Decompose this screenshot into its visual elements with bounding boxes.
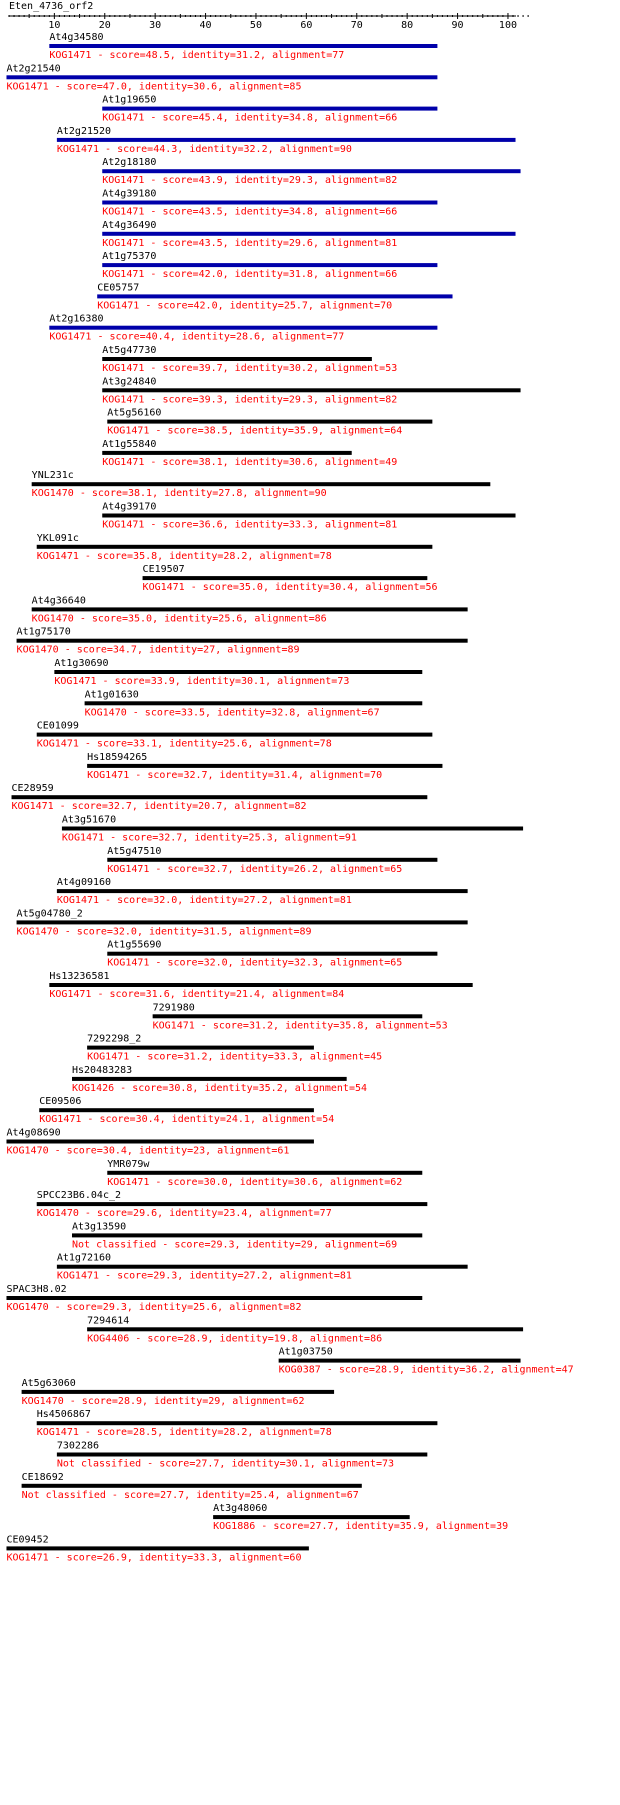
hit-annotation: KOG1471 - score=42.0, identity=31.8, alignment=66 [102, 269, 398, 281]
hit-annotation: KOG1471 - score=43.5, identity=29.6, alignment=81 [102, 237, 398, 249]
hit-name: YKL091c [36, 532, 79, 544]
hit-name: At1g19650 [102, 94, 157, 106]
axis-tick-label: 90 [451, 20, 464, 31]
hit-row [279, 1347, 574, 1376]
figure-title: Eten_4736_orf2 [9, 1, 94, 12]
hit-name: 7291980 [152, 1002, 195, 1014]
hit-annotation: KOG1471 - score=39.3, identity=29.3, alignment=82 [102, 394, 398, 406]
hit-bar [102, 451, 351, 455]
hit-annotation: KOG1471 - score=44.3, identity=32.2, alignment=90 [56, 143, 352, 155]
hit-bar [85, 701, 423, 705]
hit-bar [22, 1390, 334, 1394]
hit-bar [102, 388, 520, 392]
hit-bar [102, 201, 437, 205]
hit-row [107, 408, 432, 437]
hit-annotation: Not classified - score=29.3, identity=29, alignment=69 [72, 1239, 398, 1251]
hit-bar [143, 576, 428, 580]
hit-annotation: KOG1471 - score=29.3, identity=27.2, alignment=81 [56, 1270, 352, 1282]
hit-row [107, 846, 437, 875]
hit-annotation: KOG1471 - score=32.7, identity=20.7, alignment=82 [11, 801, 307, 813]
hit-row [37, 1409, 438, 1438]
hit-name: At4g36490 [102, 219, 157, 231]
hit-bar [279, 1359, 521, 1363]
hit-annotation: KOG1470 - score=33.5, identity=32.8, alignment=67 [84, 707, 380, 719]
hit-row [57, 1441, 427, 1470]
hit-bar [37, 733, 433, 737]
hit-bar [6, 75, 437, 79]
axis-tick-label: 40 [199, 20, 212, 31]
hit-row [17, 627, 468, 656]
hit-bar [37, 1421, 438, 1425]
hit-bar [6, 1140, 313, 1144]
hit-annotation: KOG1470 - score=30.4, identity=23, alignment=61 [6, 1145, 290, 1157]
hit-bar [6, 1546, 308, 1550]
hit-annotation: KOG1470 - score=32.0, identity=31.5, alignment=89 [16, 926, 312, 938]
hit-row [143, 564, 438, 593]
hit-name: Hs18594265 [87, 751, 148, 763]
hit-annotation: KOG1471 - score=47.0, identity=30.6, alignment=85 [6, 81, 302, 93]
hit-bar [62, 827, 523, 831]
hit-name: At2g16380 [49, 313, 104, 325]
hit-bar [87, 764, 442, 768]
hit-annotation: KOG1471 - score=32.7, identity=25.3, alignment=91 [61, 832, 357, 844]
hit-annotation: KOG1471 - score=40.4, identity=28.6, alignment=77 [49, 331, 345, 343]
hit-annotation: KOG1471 - score=32.0, identity=32.3, alignment=65 [107, 957, 403, 969]
hit-row [85, 689, 423, 718]
hit-row [72, 1065, 367, 1094]
hit-row [72, 1221, 422, 1250]
hit-bar [102, 263, 437, 267]
hit-name: Hs13236581 [49, 971, 110, 982]
hit-annotation: KOG1470 - score=34.7, identity=27, alignment=89 [16, 644, 300, 656]
hit-name: YMR079w [107, 1158, 150, 1170]
hit-row [107, 940, 437, 969]
axis-tick-label: 80 [401, 20, 414, 31]
hit-row [102, 251, 437, 280]
hit-row [102, 439, 397, 468]
hit-name: At2g18180 [102, 157, 157, 169]
hit-annotation: KOG1471 - score=32.0, identity=27.2, alignment=81 [56, 895, 352, 907]
hit-name: At1g75170 [16, 626, 71, 638]
hit-annotation: KOG1471 - score=31.6, identity=21.4, alignment=84 [49, 989, 345, 1000]
axis-tick-label: 50 [249, 20, 262, 31]
hit-row [57, 126, 516, 155]
hit-bar [102, 514, 515, 518]
hit-name: Hs20483283 [72, 1064, 133, 1076]
axis-tick-label: 10 [48, 20, 61, 31]
hit-name: At4g39180 [102, 188, 157, 200]
hit-row [102, 157, 520, 186]
hit-bar [57, 1453, 427, 1457]
hit-annotation: KOG1471 - score=31.2, identity=35.8, alignment=53 [152, 1020, 448, 1032]
hit-bar [87, 1046, 314, 1050]
hit-name: At1g03750 [278, 1346, 333, 1358]
hit-name: CE05757 [97, 282, 140, 294]
hit-bar [54, 670, 422, 674]
hit-annotation: KOG1471 - score=38.5, identity=35.9, alignment=64 [107, 425, 403, 437]
hit-row [87, 1034, 382, 1063]
hit-bar [107, 858, 437, 862]
hit-bar [102, 107, 437, 111]
hit-bar [72, 1233, 422, 1237]
hit-bar [12, 795, 428, 799]
hit-row [62, 815, 523, 844]
hit-annotation: KOG1471 - score=32.7, identity=31.4, alignment=70 [87, 769, 383, 781]
hit-row [102, 376, 520, 405]
hit-name: CE01099 [36, 720, 79, 732]
hit-bar [32, 482, 491, 486]
hit-name: At1g72160 [56, 1252, 112, 1264]
hit-bar [107, 952, 437, 956]
hit-annotation: KOG1471 - score=35.0, identity=30.4, alignment=56 [142, 582, 438, 594]
hit-name: At5g47730 [102, 345, 157, 356]
hit-annotation: KOG0387 - score=28.9, identity=36.2, alignment=47 [278, 1364, 574, 1376]
hit-row [102, 345, 397, 374]
hit-bar [57, 138, 516, 142]
hit-name: At1g55690 [107, 939, 162, 951]
hit-bar [22, 1484, 362, 1488]
hit-annotation: KOG1471 - score=43.5, identity=34.8, alignment=66 [102, 206, 398, 218]
hit-name: CE09452 [6, 1534, 49, 1546]
hit-annotation: KOG1471 - score=38.1, identity=30.6, alignment=49 [102, 456, 398, 468]
hit-name: At1g30690 [54, 658, 109, 669]
hit-name: At4g34580 [49, 32, 104, 43]
hit-bar [102, 357, 372, 361]
hit-row [6, 1284, 422, 1313]
hit-row [97, 282, 452, 311]
axis-tick-label: 70 [350, 20, 363, 31]
hit-row [102, 220, 515, 249]
hit-name: At5g47510 [107, 845, 162, 857]
hit-annotation: KOG1470 - score=38.1, identity=27.8, alignment=90 [31, 488, 327, 500]
axis-tick-label: 20 [98, 20, 111, 31]
hit-name: SPAC3H8.02 [6, 1284, 67, 1295]
hit-name: At2g21540 [6, 63, 61, 75]
hit-name: At4g36640 [31, 595, 86, 607]
hit-name: At5g63060 [21, 1377, 76, 1389]
hit-annotation: KOG1471 - score=33.1, identity=25.6, alignment=78 [36, 738, 332, 750]
hit-row [87, 752, 442, 781]
hit-row [54, 658, 422, 687]
hit-name: At3g13590 [72, 1221, 127, 1233]
hit-annotation: KOG1471 - score=32.7, identity=26.2, alignment=65 [107, 863, 403, 875]
hit-annotation: KOG1471 - score=36.6, identity=33.3, alignment=81 [102, 519, 398, 531]
hit-name: Hs4506867 [36, 1409, 91, 1421]
hit-name: At1g55840 [102, 438, 157, 450]
hit-row [32, 595, 468, 624]
hit-name: CE09506 [39, 1096, 82, 1108]
hit-name: YNL231c [31, 470, 74, 482]
hit-row [57, 877, 468, 906]
hit-bar [213, 1515, 410, 1519]
hit-bar [37, 1202, 428, 1206]
hit-name: At3g48060 [213, 1503, 268, 1515]
hit-bar [49, 983, 472, 987]
hit-name: At3g51670 [61, 814, 117, 826]
hit-annotation: KOG1470 - score=35.0, identity=25.6, alignment=86 [31, 613, 327, 625]
hit-row [32, 470, 491, 499]
hit-name: At3g24840 [102, 376, 157, 388]
hit-annotation: KOG1471 - score=43.9, identity=29.3, alignment=82 [102, 175, 398, 187]
hit-name: At1g75370 [102, 251, 157, 263]
hit-name: At5g04780_2 [16, 908, 83, 920]
hit-name: 7292298_2 [87, 1033, 142, 1045]
hit-bar [37, 545, 433, 549]
hit-name: CE19507 [142, 564, 185, 576]
hit-row [39, 1096, 334, 1125]
hit-annotation: KOG1471 - score=28.5, identity=28.2, alignment=78 [36, 1427, 332, 1439]
hit-annotation: KOG1471 - score=45.4, identity=34.8, alignment=66 [102, 112, 398, 124]
hit-annotation: KOG1471 - score=30.0, identity=30.6, alignment=62 [107, 1176, 403, 1188]
hit-name: 7294614 [87, 1315, 130, 1327]
hit-bar [57, 1265, 468, 1269]
hit-annotation: Not classified - score=27.7, identity=30.1, alignment=73 [56, 1458, 395, 1470]
hit-row [102, 502, 515, 531]
hit-row [22, 1378, 334, 1407]
hit-annotation: KOG1886 - score=27.7, identity=35.9, alignment=39 [213, 1521, 509, 1533]
hit-bar [102, 232, 515, 236]
hit-annotation: KOG1471 - score=48.5, identity=31.2, alignment=77 [49, 50, 345, 61]
hit-annotation: KOG1426 - score=30.8, identity=35.2, alignment=54 [72, 1082, 368, 1094]
hit-row [102, 95, 437, 124]
axis-tick-label: 100 [498, 20, 517, 31]
hit-row [107, 1159, 422, 1188]
hit-bar [72, 1077, 347, 1081]
axis-tick-label: 30 [149, 20, 162, 31]
hit-name: At4g08690 [6, 1127, 61, 1139]
position-axis [9, 13, 528, 31]
hit-name: At2g21520 [56, 125, 112, 137]
hit-annotation: KOG1470 - score=28.9, identity=29, alignment=62 [21, 1395, 305, 1407]
hit-bar [153, 1014, 423, 1018]
hit-annotation: Not classified - score=27.7, identity=25.4, alignment=67 [21, 1489, 359, 1501]
hit-row [6, 63, 437, 92]
hit-bar [107, 420, 432, 424]
hit-row [6, 1534, 308, 1563]
hit-name: At4g39170 [102, 501, 157, 513]
hit-bar [57, 889, 468, 893]
hit-bar [87, 1327, 523, 1331]
hit-row [102, 189, 437, 218]
hit-row [87, 1315, 523, 1344]
hit-row [49, 971, 472, 1000]
hit-annotation: KOG1471 - score=35.8, identity=28.2, alignment=78 [36, 550, 332, 562]
hit-row [37, 1190, 428, 1219]
hit-bar [97, 294, 452, 298]
hit-annotation: KOG1471 - score=39.7, identity=30.2, alignment=53 [102, 363, 398, 374]
hit-list [6, 32, 573, 1563]
hit-row [12, 783, 428, 812]
hit-bar [6, 1296, 422, 1300]
hit-bar [49, 44, 437, 48]
hit-name: At1g01630 [84, 689, 139, 701]
hit-name: At5g56160 [107, 407, 162, 419]
hit-name: CE18692 [21, 1471, 64, 1483]
hit-annotation: KOG1470 - score=29.3, identity=25.6, alignment=82 [6, 1302, 302, 1313]
hit-name: At4g09160 [56, 877, 112, 889]
hit-annotation: KOG4406 - score=28.9, identity=19.8, alignment=86 [87, 1333, 383, 1345]
hit-row [49, 314, 437, 343]
hit-annotation: KOG1471 - score=30.4, identity=24.1, alignment=54 [39, 1114, 335, 1126]
hit-name: SPCC23B6.04c_2 [36, 1190, 122, 1202]
hit-row [49, 32, 437, 61]
hit-name: CE28959 [11, 783, 54, 795]
hit-bar [107, 1171, 422, 1175]
hit-row [37, 533, 433, 562]
hit-name: 7302286 [56, 1440, 100, 1452]
hit-annotation: KOG1470 - score=29.6, identity=23.4, alignment=77 [36, 1208, 332, 1220]
hit-annotation: KOG1471 - score=33.9, identity=30.1, alignment=73 [54, 676, 350, 687]
hit-annotation: KOG1471 - score=31.2, identity=33.3, alignment=45 [87, 1051, 383, 1063]
hit-annotation: KOG1471 - score=42.0, identity=25.7, alignment=70 [97, 300, 393, 312]
hit-row [153, 1002, 448, 1031]
hit-bar [49, 326, 437, 330]
hit-row [17, 908, 468, 937]
axis-tick-label: 60 [300, 20, 313, 31]
hit-annotation: KOG1471 - score=26.9, identity=33.3, alignment=60 [6, 1552, 302, 1564]
hit-bar [39, 1108, 314, 1112]
hit-bar [32, 607, 468, 611]
hit-bar [17, 920, 468, 924]
hit-row [37, 721, 433, 750]
hit-row [22, 1472, 362, 1501]
hit-bar [17, 639, 468, 643]
hit-bar [102, 169, 520, 173]
hit-row [6, 1128, 313, 1157]
hit-row [213, 1503, 508, 1532]
hit-row [57, 1253, 468, 1282]
